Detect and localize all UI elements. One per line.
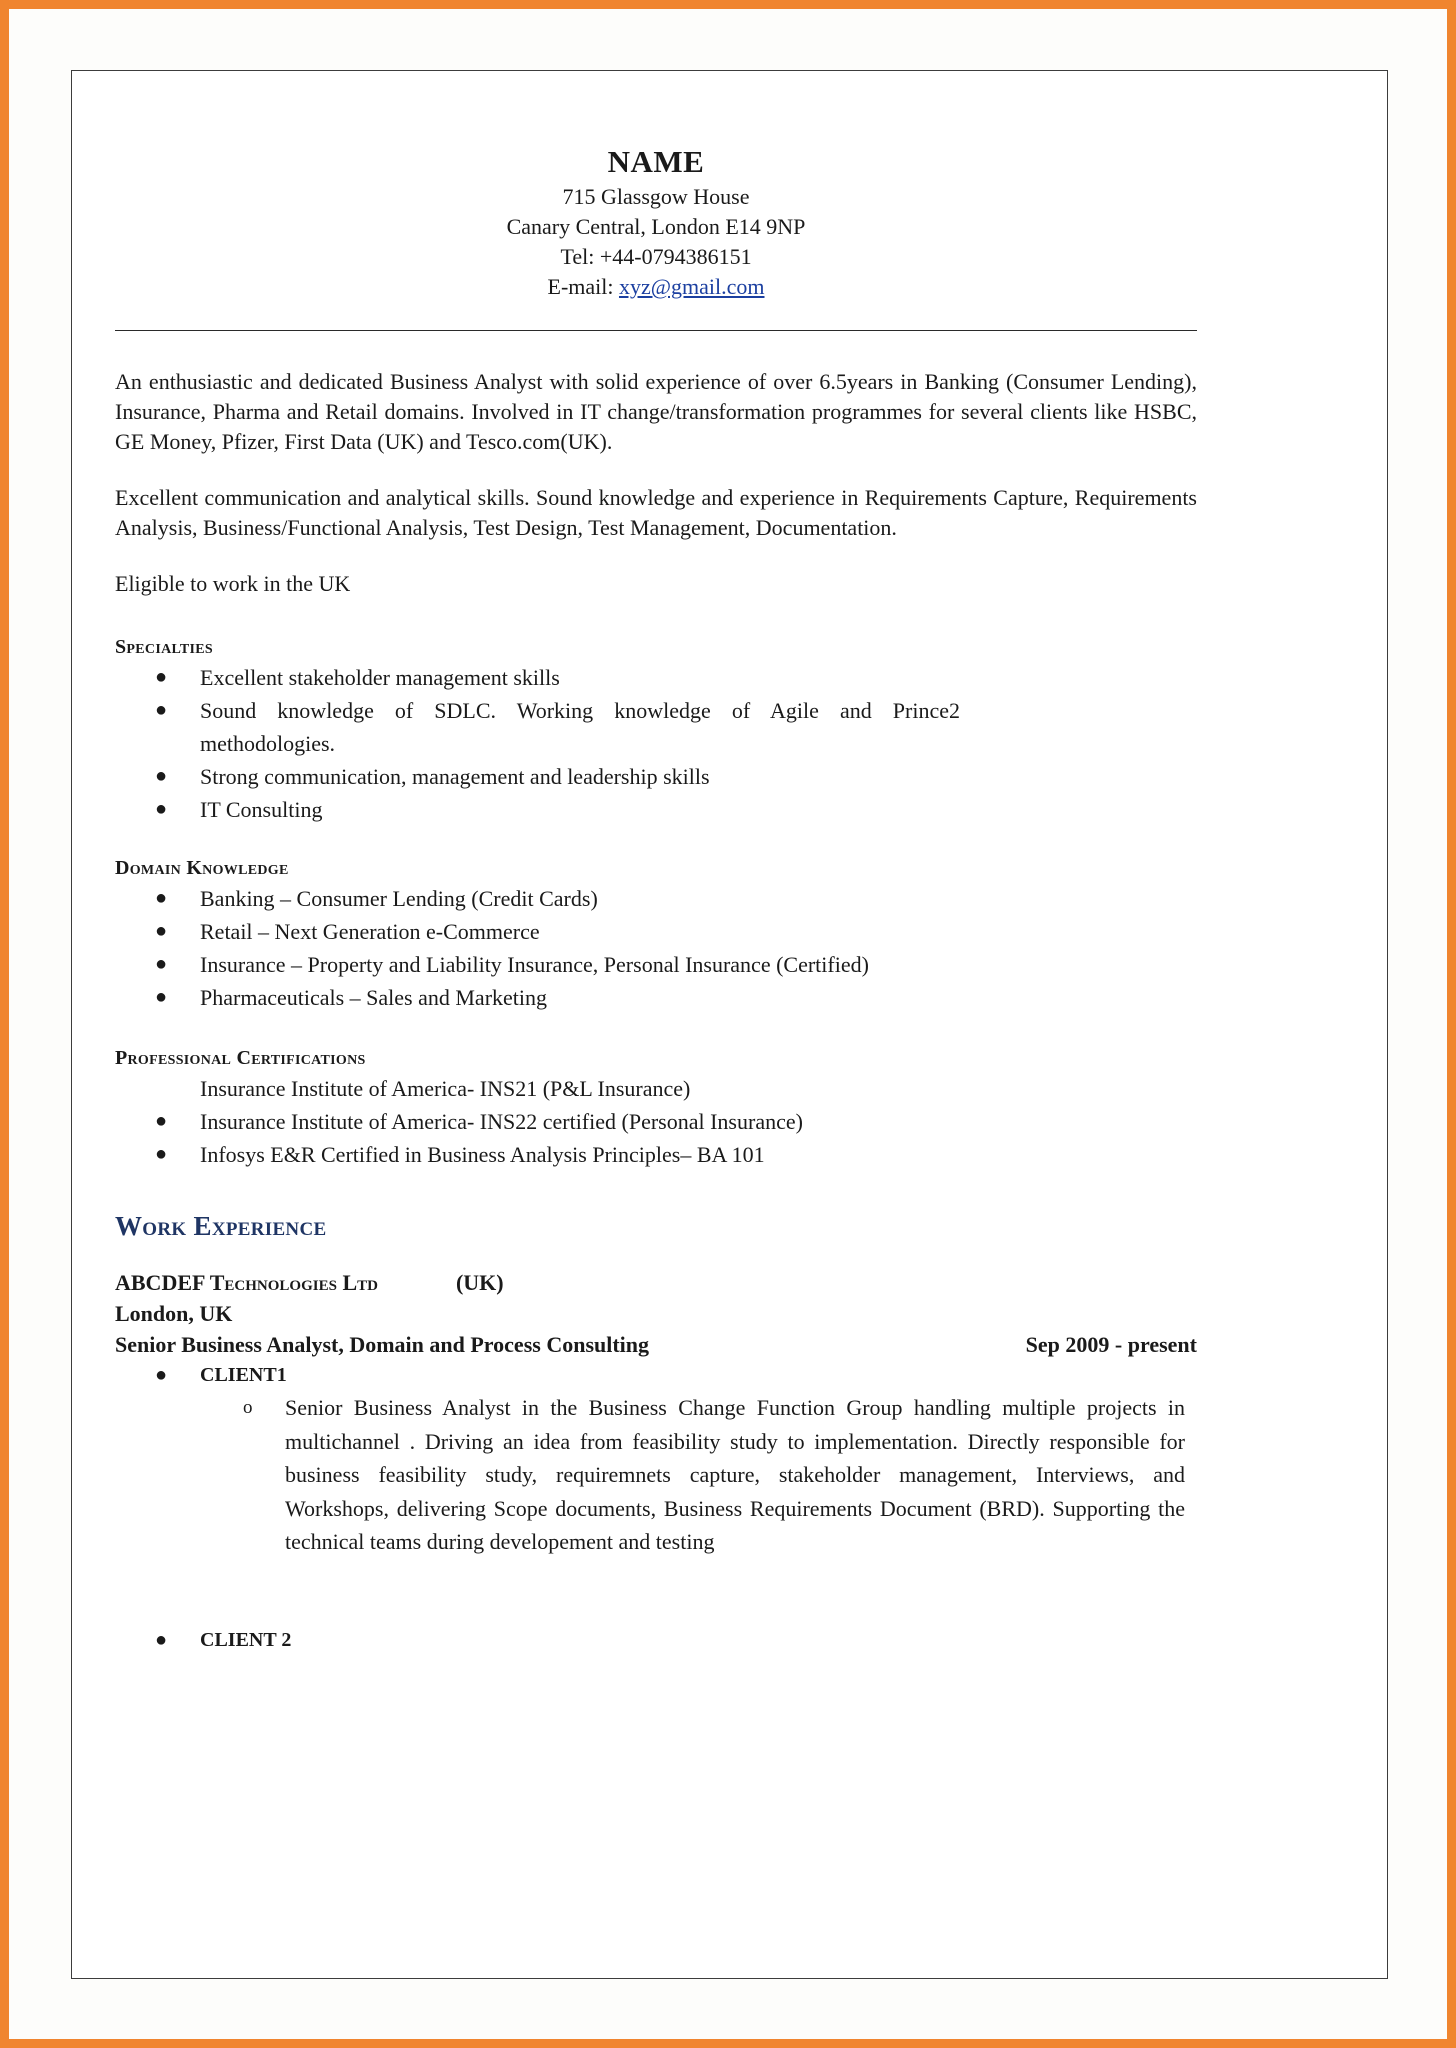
list-item: ● Insurance – Property and Liability Insurance, Personal Insurance (Certified) <box>115 948 1197 981</box>
list-item: ● Excellent stakeholder management skills <box>115 661 1197 694</box>
specialties-list <box>115 661 1197 826</box>
resume-content <box>115 70 1197 1656</box>
job-dates: Sep 2009 - present <box>1025 1332 1197 1357</box>
address-line-2: Canary Central, London E14 9NP <box>506 214 806 239</box>
job-title: Senior Business Analyst, Domain and Process Consulting <box>115 1332 650 1357</box>
header-divider <box>115 330 1197 331</box>
company-location: London, UK <box>115 1301 233 1326</box>
list-item: ● IT Consulting <box>115 793 1197 826</box>
summary-paragraph-1: An enthusiastic and dedicated Business Analyst with solid experience of over 6.5years in Banking (Consumer Lending), Insurance, Pharma and Retail domains. Involved in IT change/transformation programmes for several clients like HSBC, GE Money, Pfizer, First Data (UK) and Tesco.com(UK). <box>115 369 1197 454</box>
email-line <box>115 272 1197 302</box>
list-item: ● Strong communication, management and leadership skills <box>115 760 1197 793</box>
work-experience-heading: Work Experience <box>115 1211 327 1241</box>
domain-knowledge-heading: Domain Knowledge <box>115 857 289 879</box>
certifications-list <box>115 1105 1197 1171</box>
bullet-icon: ● <box>155 765 168 787</box>
role-row <box>115 1329 1197 1360</box>
list-item: ● Retail – Next Generation e-Commerce <box>115 915 1197 948</box>
bullet-icon: ● <box>155 1628 168 1651</box>
company-country: (UK) <box>455 1270 504 1295</box>
bullet-icon: ● <box>155 798 168 820</box>
bullet-icon: ● <box>155 1110 168 1132</box>
client-1-heading: ● CLIENT1 <box>115 1360 1197 1391</box>
email-label: E-mail: <box>547 274 619 299</box>
list-item: ● Sound knowledge of SDLC. Working knowledge of Agile and Prince2 methodologies. <box>115 694 1197 760</box>
bullet-icon: ● <box>155 887 168 909</box>
telephone: Tel: +44-0794386151 <box>560 244 752 269</box>
client-2-heading: ● CLIENT 2 <box>115 1625 1197 1656</box>
bullet-icon: ● <box>155 1364 168 1386</box>
bullet-icon: ● <box>155 666 168 688</box>
address-line-1: 715 Glassgow House <box>562 184 750 209</box>
summary-paragraph-2: Excellent communication and analytical skills. Sound knowledge and experience in Requirements Capture, Requirements Analysis, Business/Functional Analysis, Test Design, Test Management, Documentation. <box>115 485 1197 540</box>
domain-knowledge-list <box>115 882 1197 1014</box>
bullet-icon: ● <box>155 986 168 1008</box>
company-line <box>115 1267 1197 1298</box>
company-name: ABCDEF Technologies Ltd <box>115 1270 378 1295</box>
list-item: ● Infosys E&R Certified in Business Analysis Principles– BA 101 <box>115 1138 1197 1171</box>
client-1-description: o Senior Business Analyst in the Business Change Function Group handling multiple projects in multichannel . Driving an idea from feasibility study to implementation. Directly responsible for business feasibility study, requiremnets capture, stakeholder management, Interviews, and Workshops, delivering Scope documents, Business Requirements Document (BRD). Supporting the technical teams during developement and testing <box>115 1391 1185 1559</box>
list-item: ● Pharmaceuticals – Sales and Marketing <box>115 981 1197 1014</box>
bullet-icon: ● <box>155 699 168 721</box>
bullet-icon: ● <box>155 920 168 942</box>
bullet-icon: ● <box>155 953 168 975</box>
circle-bullet-icon: o <box>243 1397 253 1418</box>
certifications-heading: Professional Certifications <box>115 1047 366 1069</box>
resume-header <box>115 142 1197 302</box>
list-item: ● Banking – Consumer Lending (Credit Cards) <box>115 882 1197 915</box>
list-item: ● Insurance Institute of America- INS22 certified (Personal Insurance) <box>115 1105 1197 1138</box>
work-eligibility: Eligible to work in the UK <box>115 571 351 596</box>
candidate-name: NAME <box>607 144 705 179</box>
bullet-icon: ● <box>155 1143 168 1165</box>
specialties-heading: Specialties <box>115 636 213 658</box>
email-link[interactable]: xyz@gmail.com <box>618 274 765 299</box>
certification-item: Insurance Institute of America- INS21 (P&L Insurance) <box>200 1076 691 1101</box>
